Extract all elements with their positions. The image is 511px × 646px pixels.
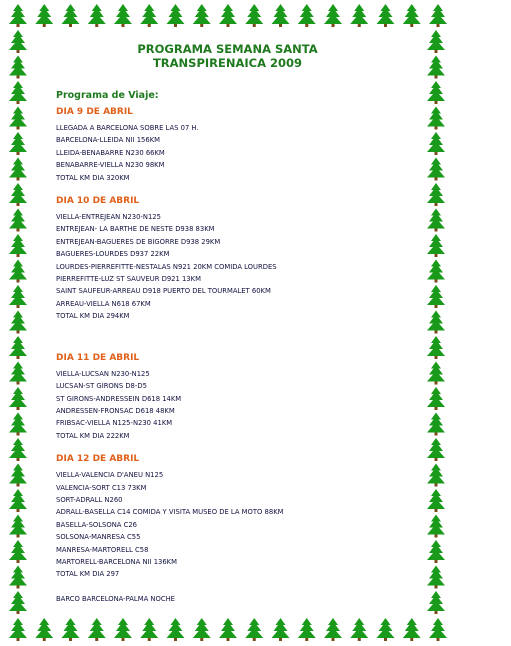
tree-icon xyxy=(9,540,27,563)
itinerary-line: PIERREFITTE-LUZ ST SAUVEUR D921 13KM xyxy=(56,275,201,284)
tree-icon xyxy=(140,4,158,27)
itinerary-line: ENTREJEAN- LA BARTHE DE NESTE D938 83KM xyxy=(56,225,215,234)
page-title-line-2: TRANSPIRENAICA 2009 xyxy=(152,56,303,70)
tree-icon xyxy=(62,4,80,27)
tree-icon xyxy=(9,260,27,283)
tree-icon xyxy=(403,4,421,27)
tree-icon xyxy=(9,234,27,257)
tree-icon xyxy=(193,618,211,641)
day-heading: DIA 9 DE ABRIL xyxy=(56,107,133,117)
itinerary-line: MARTORELL-BARCELONA NII 136KM xyxy=(56,557,177,566)
tree-icon xyxy=(9,158,27,181)
itinerary-line: LUCSAN-ST GIRONS D8-D5 xyxy=(56,382,147,391)
itinerary-line: SOLSONA-MANRESA C55 xyxy=(56,533,141,542)
tree-icon xyxy=(114,618,132,641)
tree-icon xyxy=(35,4,53,27)
itinerary-line: BENABARRE-VIELLA N230 98KM xyxy=(56,161,165,170)
tree-icon xyxy=(377,618,395,641)
tree-icon xyxy=(9,336,27,359)
tree-icon xyxy=(9,618,27,641)
tree-icon xyxy=(9,209,27,232)
final-note: BARCO BARCELONA-PALMA NOCHE xyxy=(56,594,175,603)
tree-icon xyxy=(9,566,27,589)
tree-icon xyxy=(9,285,27,308)
tree-icon xyxy=(429,4,447,27)
day-block xyxy=(56,454,436,581)
itinerary-line: MANRESA-MARTORELL C58 xyxy=(56,545,149,554)
tree-icon xyxy=(298,4,316,27)
tree-icon xyxy=(88,4,106,27)
itinerary-line: ANDRESSEN-FRONSAC D618 48KM xyxy=(56,406,175,415)
tree-icon xyxy=(350,618,368,641)
day-block xyxy=(56,353,436,442)
tree-icon xyxy=(9,464,27,487)
tree-icon xyxy=(9,107,27,130)
day-block xyxy=(56,107,436,184)
itinerary-line: BARCELONA-LLEIDA NII 156KM xyxy=(56,136,161,145)
itinerary-line: ENTREJEAN-BAGUERES DE BIGORRE D938 29KM xyxy=(56,237,221,246)
tree-icon xyxy=(35,618,53,641)
tree-icon xyxy=(9,515,27,538)
itinerary-line: VIELLA-VALENCIA D'ANEU N125 xyxy=(56,471,164,480)
tree-icon xyxy=(272,618,290,641)
day-heading: DIA 10 DE ABRIL xyxy=(56,196,140,207)
itinerary-line: VIELLA-LUCSAN N230-N125 xyxy=(56,369,150,378)
tree-icon xyxy=(193,4,211,27)
tree-icon xyxy=(9,183,27,206)
tree-icon xyxy=(219,4,237,27)
itinerary-line: ADRALL-BASELLA C14 COMIDA Y VISITA MUSEO DE LA MOTO 88KM xyxy=(56,508,284,517)
tree-icon xyxy=(9,387,27,410)
itinerary-line: BASELLA-SOLSONA C26 xyxy=(56,520,138,529)
itinerary-line: LOURDES-PIERREFITTE-NESTALAS N921 20KM COMIDA LOURDES xyxy=(56,262,277,271)
itinerary-line: VALENCIA-SORT C13 73KM xyxy=(56,483,147,492)
tree-icon xyxy=(62,618,80,641)
itinerary-line: TOTAL KM DIA 294KM xyxy=(56,312,130,321)
itinerary-line: LLEGADA A BARCELONA SOBRE LAS 07 H. xyxy=(56,124,199,132)
tree-icon xyxy=(9,132,27,155)
itinerary-content xyxy=(56,90,436,605)
tree-icon xyxy=(324,4,342,27)
itinerary-intro: Programa de Viaje: xyxy=(56,90,159,101)
tree-icon xyxy=(429,618,447,641)
tree-icon xyxy=(350,4,368,27)
tree-icon xyxy=(219,618,237,641)
itinerary-line: VIELLA-ENTREJEAN N230-N125 xyxy=(56,213,161,222)
tree-icon xyxy=(167,618,185,641)
tree-icon xyxy=(9,489,27,512)
itinerary-line: ARREAU-VIELLA N618 67KM xyxy=(56,299,151,308)
itinerary-line: FRIBSAC-VIELLA N125-N230 41KM xyxy=(56,419,173,428)
tree-icon xyxy=(9,591,27,614)
itinerary-line: TOTAL KM DIA 222KM xyxy=(56,431,130,440)
tree-icon xyxy=(88,618,106,641)
tree-icon xyxy=(9,81,27,104)
itinerary-line: TOTAL KM DIA 320KM xyxy=(56,173,130,182)
day-heading: DIA 11 DE ABRIL xyxy=(56,352,140,363)
tree-icon xyxy=(167,4,185,27)
tree-icon xyxy=(272,4,290,27)
tree-icon xyxy=(9,413,27,436)
tree-icon xyxy=(403,618,421,641)
itinerary-line: ST GIRONS-ANDRESSEIN D618 14KM xyxy=(56,394,182,403)
itinerary-line: SORT-ADRALL N260 xyxy=(56,495,123,504)
tree-icon xyxy=(9,4,27,27)
tree-icon xyxy=(9,362,27,385)
day-block xyxy=(56,196,436,323)
tree-icon xyxy=(114,4,132,27)
tree-icon xyxy=(245,618,263,641)
page-title-line-1: PROGRAMA SEMANA SANTA xyxy=(137,42,318,56)
itinerary-line: LLEIDA-BENABARRE N230 66KM xyxy=(56,148,165,157)
itinerary-line: TOTAL KM DIA 297 xyxy=(56,570,120,579)
tree-icon xyxy=(245,4,263,27)
tree-icon xyxy=(140,618,158,641)
tree-icon xyxy=(9,311,27,334)
tree-icon xyxy=(9,438,27,461)
itinerary-line: SAINT SAUFEUR-ARREAU D918 PUERTO DEL TOURMALET 60KM xyxy=(56,287,271,296)
day-heading: DIA 12 DE ABRIL xyxy=(56,454,140,465)
tree-icon xyxy=(298,618,316,641)
tree-icon xyxy=(324,618,342,641)
tree-icon xyxy=(377,4,395,27)
itinerary-line: BAGUERES-LOURDES D937 22KM xyxy=(56,250,170,259)
